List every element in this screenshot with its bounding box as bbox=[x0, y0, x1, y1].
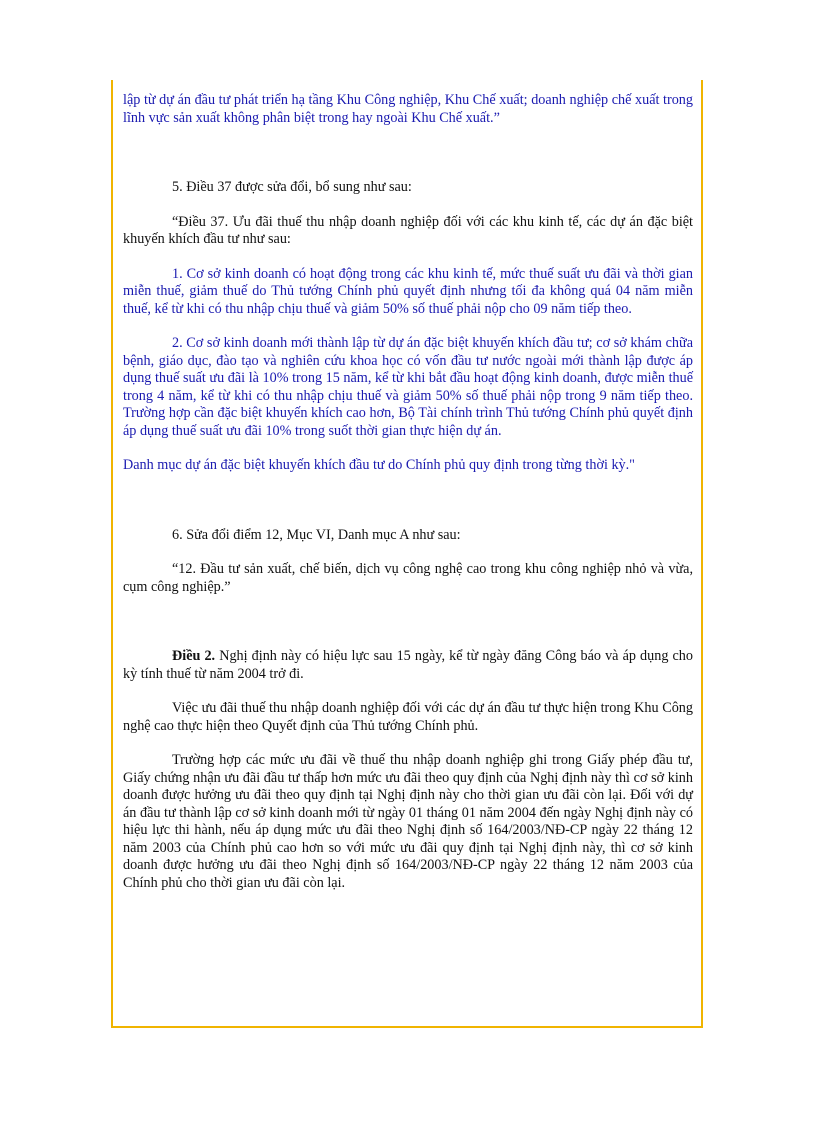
amendment-item-5: 5. Điều 37 được sửa đổi, bổ sung như sau: bbox=[172, 179, 412, 195]
high-tech-zone-paragraph: Việc ưu đãi thuế thu nhập doanh nghiệp đối với các dự án đầu tư thực hiện trong Khu Công nghệ cao thực hiện theo Quyết định của Thủ tướng Chính phủ. bbox=[123, 700, 693, 734]
amendment-item-6: 6. Sửa đổi điểm 12, Mục VI, Danh mục A như sau: bbox=[172, 526, 461, 543]
transition-paragraph: Trường hợp các mức ưu đãi về thuế thu nhập doanh nghiệp ghi trong Giấy phép đầu tư, Giấy chứng nhận ưu đãi đầu tư thấp hơn mức ưu đãi theo quy định của Nghị định này thì cơ sở kinh doanh được hưởng ưu đãi theo quy định tại Nghị định này cho thời gian ưu đãi còn lại. Đối với dự án đầu tư thành lập cơ sở kinh doanh mới từ ngày 01 tháng 01 năm 2004 đến ngày Nghị định này có hiệu lực thi hành, nếu áp dụng mức ưu đãi theo Nghị định số 164/2003/NĐ-CP ngày 22 tháng 12 năm 2003 của Chính phủ cao hơn so với mức ưu đãi quy định tại Nghị định này, thì cơ sở kinh doanh được hưởng ưu đãi theo Nghị định số 164/2003/NĐ-CP ngày 22 tháng 12 năm 2003 của Chính phủ cho thời gian ưu đãi còn lại. bbox=[123, 752, 693, 891]
article-2-body: Nghị định này có hiệu lực sau 15 ngày, kể từ ngày đăng Công báo và áp dụng cho kỳ tính thuế từ năm 2004 trở đi. bbox=[123, 648, 693, 682]
article-37-list-note: Danh mục dự án đặc biệt khuyến khích đầu tư do Chính phủ quy định trong từng thời kỳ." bbox=[123, 457, 635, 473]
article-2-paragraph bbox=[123, 648, 693, 683]
item-12-text: “12. Đầu tư sản xuất, chế biến, dịch vụ công nghệ cao trong khu công nghiệp nhỏ và vừa, cụm công nghiệp.” bbox=[123, 561, 693, 595]
article-2-heading: Điều 2. bbox=[172, 648, 216, 664]
article-37-clause-2: 2. Cơ sở kinh doanh mới thành lập từ dự án đặc biệt khuyến khích đầu tư; cơ sở khám chữa bệnh, giáo dục, đào tạo và nghiên cứu khoa học có vốn đầu tư nước ngoài mới thành lập được áp dụng thuế suất ưu đãi là 10% trong 15 năm, kể từ khi bắt đầu hoạt động kinh doanh, được miễn thuế trong 4 năm, kể từ khi có thu nhập chịu thuế và giảm 50% số thuế phải nộp trong 9 năm tiếp theo. Trường hợp cần đặc biệt khuyến khích cao hơn, Bộ Tài chính trình Thủ tướng Chính phủ quyết định áp dụng thuế suất ưu đãi 10% trong suốt thời gian thực hiện dự án. bbox=[123, 335, 693, 439]
paragraph-continuation: lập từ dự án đầu tư phát triển hạ tầng Khu Công nghiệp, Khu Chế xuất; doanh nghiệp chế xuất trong lĩnh vực sản xuất không phân biệt trong hay ngoài Khu Chế xuất.” bbox=[123, 92, 693, 126]
article-37-heading: “Điều 37. Ưu đãi thuế thu nhập doanh nghiệp đối với các khu kinh tế, các dự án đặc biệt khuyến khích đầu tư như sau: bbox=[123, 213, 693, 247]
article-37-clause-1: 1. Cơ sở kinh doanh có hoạt động trong các khu kinh tế, mức thuế suất ưu đãi và thời gian miễn thuế, giảm thuế do Thủ tướng Chính phủ quyết định nhưng tối đa không quá 04 năm miễn thuế, kể từ khi có thu nhập chịu thuế và giảm 50% số thuế phải nộp cho 09 năm tiếp theo. bbox=[123, 265, 693, 317]
document-body bbox=[123, 92, 693, 892]
